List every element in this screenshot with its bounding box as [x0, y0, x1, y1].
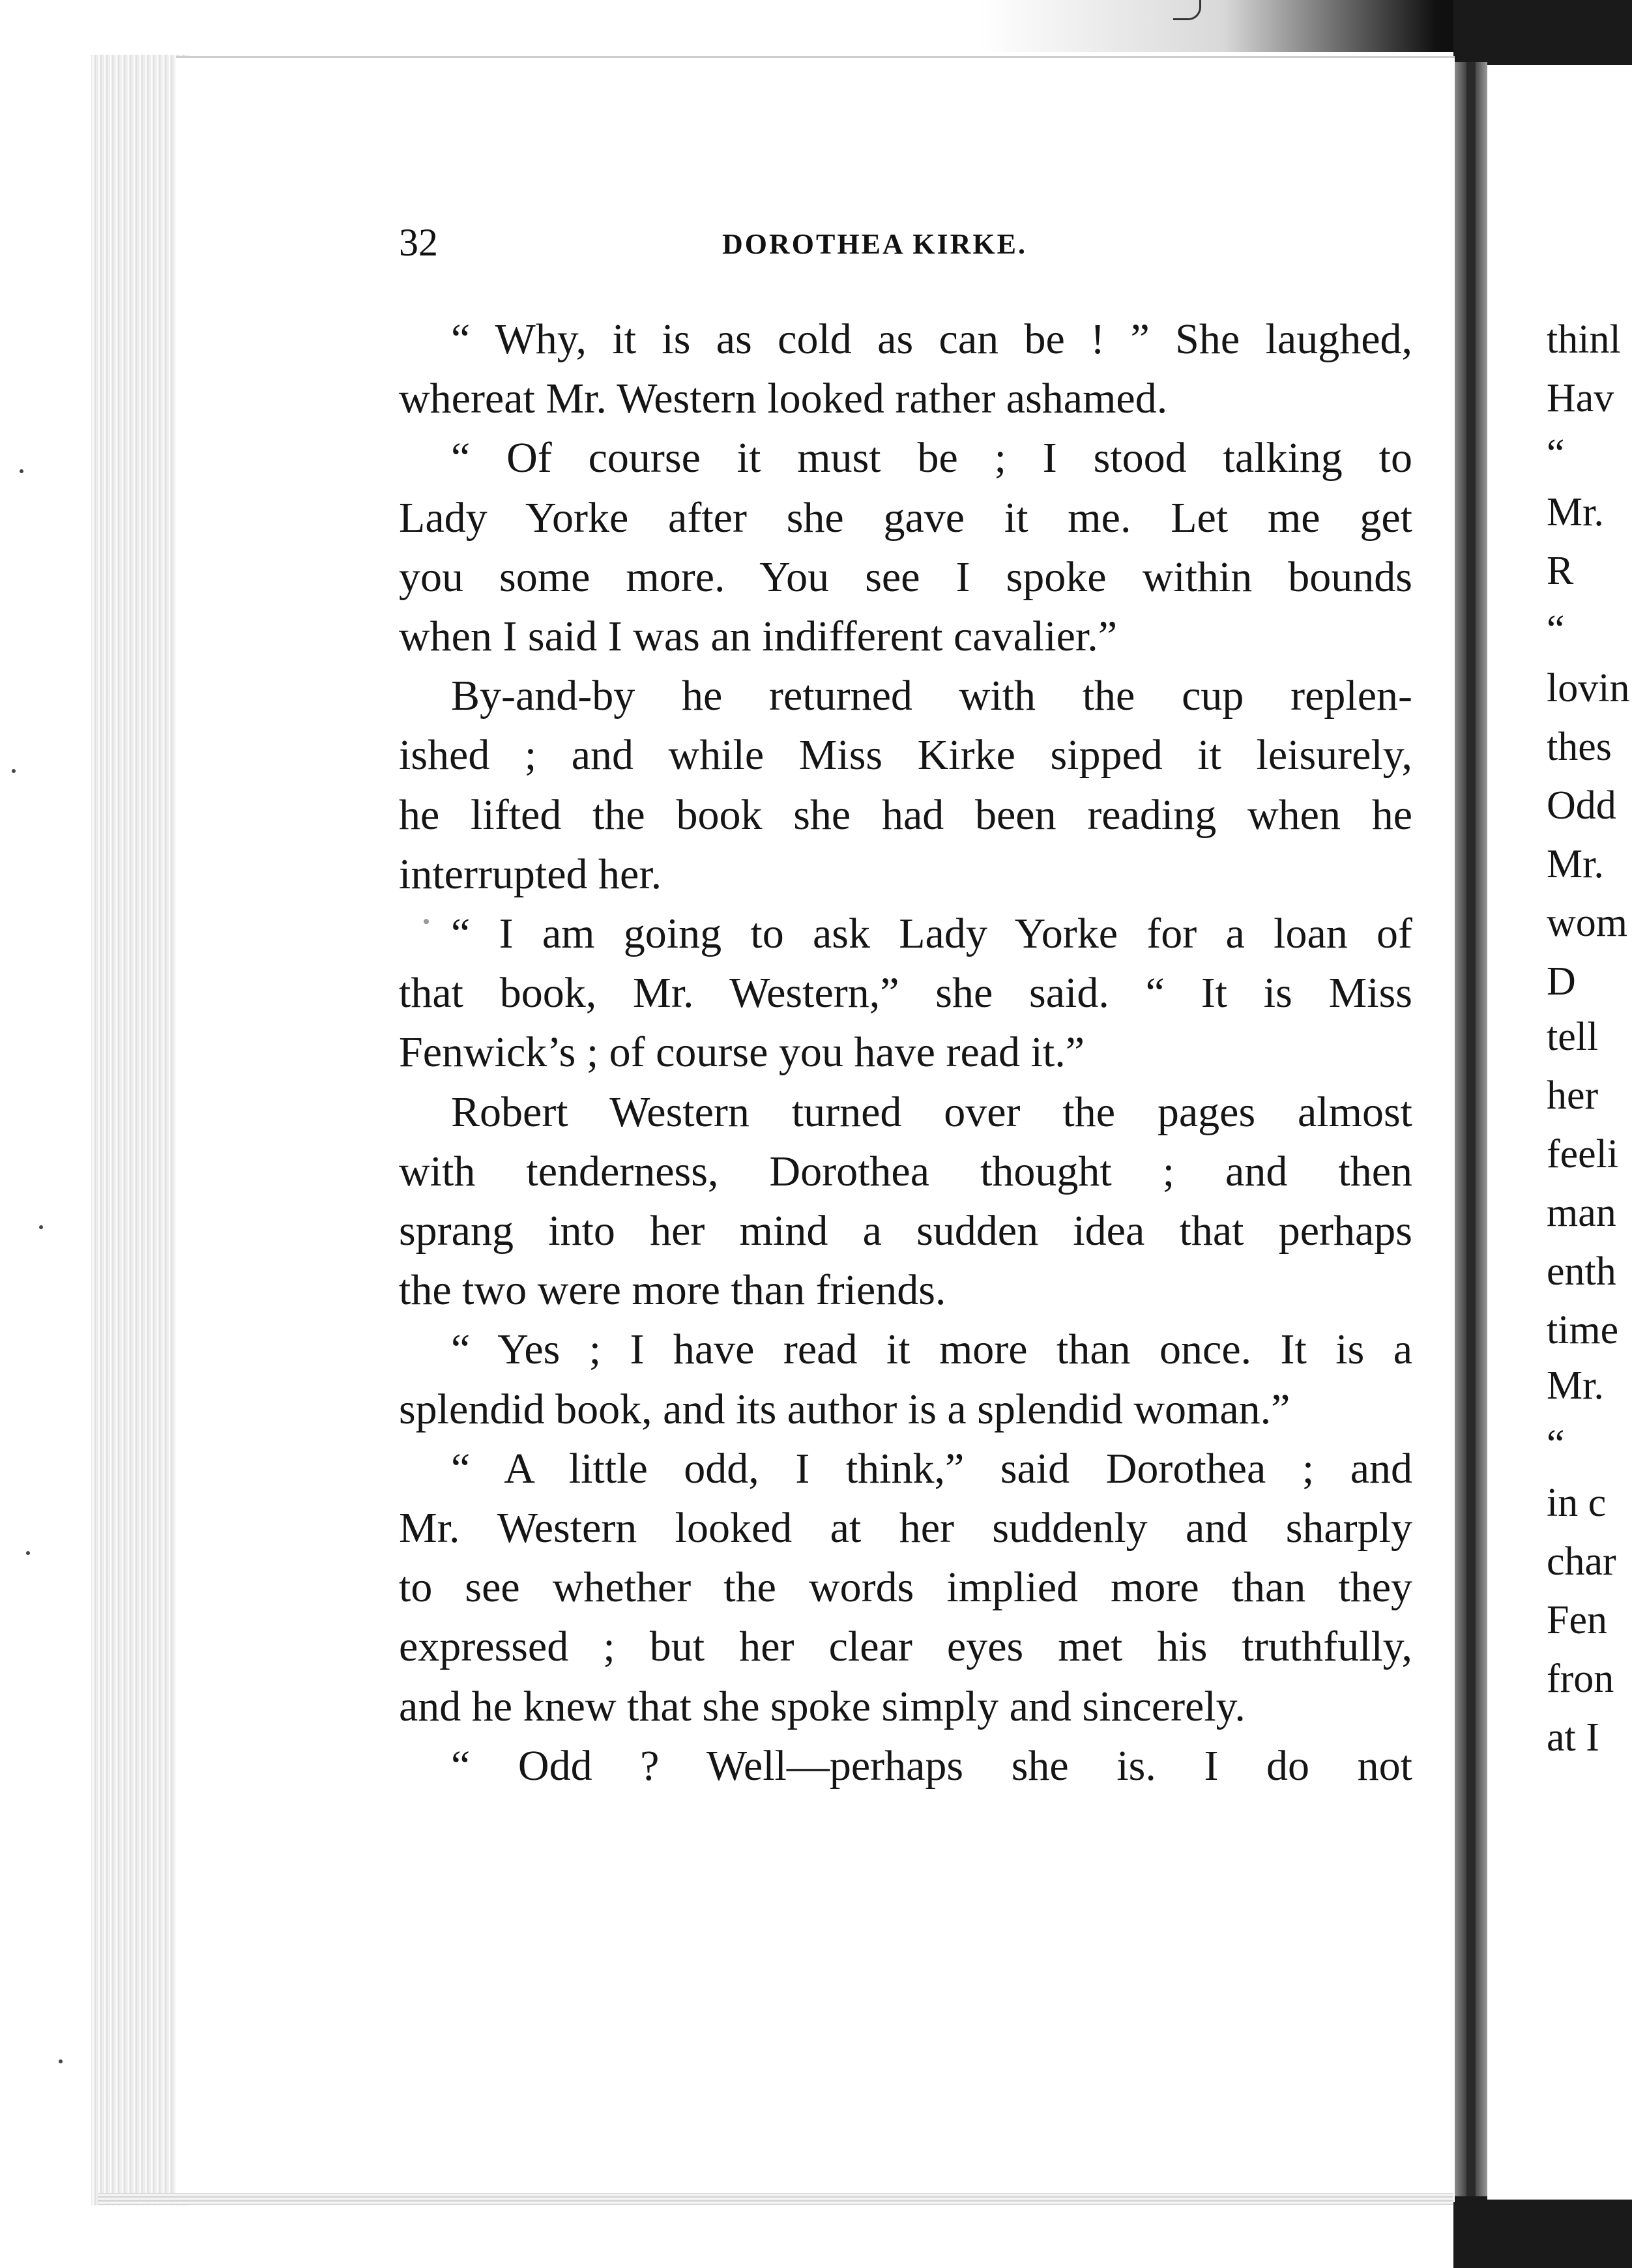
facing-text-fragment: Mr.: [1547, 492, 1604, 532]
scan-speck: [26, 1551, 30, 1555]
facing-text-fragment: tell: [1547, 1017, 1599, 1057]
scan-speck: [59, 2059, 63, 2063]
text-line: and he knew that she spoke simply and sincerely.: [399, 1682, 1246, 1730]
facing-text-fragment: D: [1547, 961, 1576, 1002]
page-edges-bottom: [98, 2193, 1453, 2205]
text-line: “ Odd ? Well—perhaps she is. I do not: [451, 1741, 1412, 1790]
facing-text-fragment: Hav: [1547, 378, 1614, 418]
text-line: splendid book, and its author is a splendid woman.”: [399, 1385, 1290, 1433]
text-line: to see whether the words implied more than they: [399, 1563, 1412, 1612]
facing-text-fragment: “: [1547, 433, 1565, 474]
page-number: 32: [399, 221, 438, 264]
scan-speck: [20, 469, 23, 473]
text-line: “ A little odd, I think,” said Dorothea ; and: [451, 1444, 1412, 1492]
facing-text-fragment: Odd: [1547, 785, 1616, 826]
text-line: “ Of course it must be ; I stood talking to: [451, 434, 1412, 482]
facing-text-fragment: time: [1547, 1310, 1619, 1350]
page-edges-left: [91, 55, 189, 2205]
text-line: ished ; and while Miss Kirke sipped it leisurely,: [399, 731, 1412, 779]
facing-text-fragment: “: [1547, 1424, 1565, 1464]
running-head: DOROTHEA KIRKE.: [722, 228, 1027, 260]
facing-text-fragment: fron: [1547, 1659, 1614, 1699]
facing-text-fragment: thinl: [1547, 319, 1621, 360]
facing-text-fragment: man: [1547, 1193, 1616, 1233]
text-line: the two were more than friends.: [399, 1266, 946, 1315]
book-spine-shadow: [1466, 62, 1476, 2196]
text-line: that book, Mr. Western,” she said. “ It is Miss: [399, 969, 1412, 1017]
facing-text-fragment: Fen: [1547, 1600, 1607, 1640]
text-line: sprang into her mind a sudden idea that perhaps: [399, 1207, 1412, 1255]
facing-text-fragment: wom: [1547, 903, 1627, 943]
text-line: “ Yes ; I have read it more than once. It is a: [451, 1326, 1412, 1374]
text-line: interrupted her.: [399, 850, 662, 898]
text-line: Robert Western turned over the pages almost: [451, 1088, 1412, 1136]
text-line: “ I am going to ask Lady Yorke for a loan of: [451, 910, 1412, 957]
text-line: he lifted the book she had been reading when he: [399, 791, 1412, 839]
facing-text-fragment: lovin: [1547, 668, 1630, 708]
facing-text-fragment: Mr.: [1547, 1365, 1604, 1406]
scanner-background-top: [0, 0, 1632, 52]
facing-text-fragment: thes: [1547, 727, 1612, 767]
text-line: expressed ; but her clear eyes met his truthfully,: [399, 1623, 1412, 1671]
scan-speck: [12, 769, 16, 773]
facing-text-fragment: enth: [1547, 1251, 1616, 1292]
facing-text-fragment: at I: [1547, 1717, 1599, 1758]
facing-text-fragment: feeli: [1547, 1134, 1619, 1174]
text-line: “ Why, it is as cold as can be ! ” She laughed,: [451, 315, 1412, 363]
text-line: By-and-by he returned with the cup replen-: [451, 672, 1412, 720]
text-line: Fenwick’s ; of course you have read it.”: [399, 1028, 1085, 1077]
text-line: Mr. Western looked at her suddenly and sharply: [399, 1504, 1412, 1552]
facing-text-fragment: Mr.: [1547, 844, 1604, 884]
scan-speck: [424, 919, 429, 924]
facing-text-fragment: in c: [1547, 1483, 1607, 1523]
facing-text-fragment: char: [1547, 1541, 1616, 1582]
text-line: with tenderness, Dorothea thought ; and then: [399, 1147, 1412, 1195]
text-line: when I said I was an indifferent cavalier.”: [399, 613, 1117, 660]
facing-text-fragment: her: [1547, 1075, 1599, 1116]
facing-text-fragment: R: [1547, 551, 1574, 591]
text-line: Lady Yorke after she gave it me. Let me get: [399, 493, 1412, 542]
scan-speck: [39, 1225, 43, 1229]
text-line: you some more. You see I spoke within bounds: [399, 553, 1412, 601]
facing-text-fragment: “: [1547, 609, 1565, 650]
text-line: whereat Mr. Western looked rather ashamed.: [399, 375, 1168, 423]
